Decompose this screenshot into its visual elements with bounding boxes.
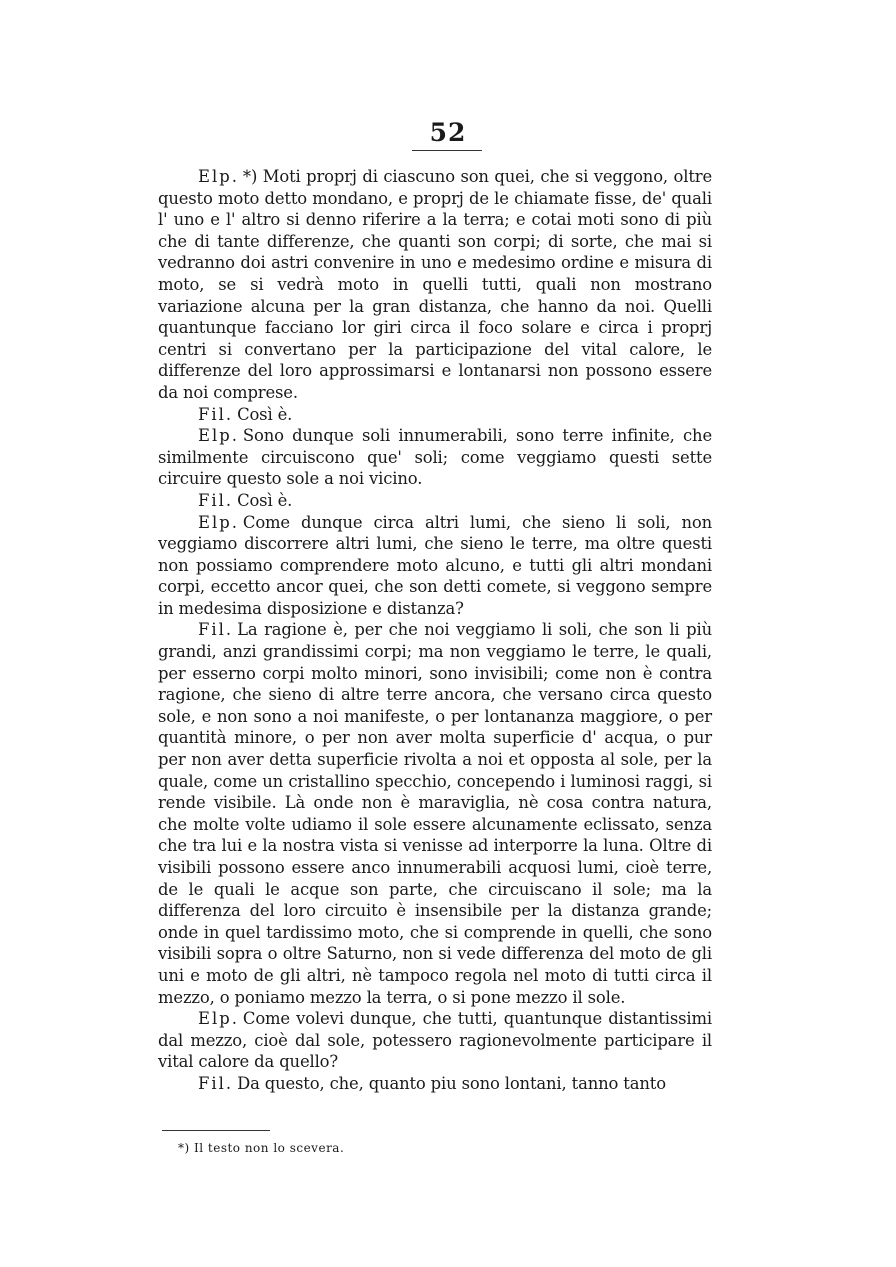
- paragraph-text: Sono dunque soli innumerabili, sono terre infinite, che similmente circuiscono que' soli; come veggiamo questi sette circuire questo sole a noi vicino.: [158, 426, 712, 489]
- speaker-label: Elp.: [198, 512, 239, 532]
- paragraph-text: Così è.: [237, 490, 293, 510]
- paragraph: [158, 1008, 712, 1073]
- paragraph: [158, 166, 712, 404]
- speaker-label: Fil.: [198, 620, 234, 640]
- speaker-label: Elp.: [198, 167, 239, 186]
- paragraph: [158, 512, 712, 620]
- footnote: *) Il testo non lo scevera.: [178, 1141, 345, 1155]
- paragraph: [158, 425, 712, 490]
- header-rule: [412, 150, 482, 151]
- speaker-label: Elp.: [198, 426, 239, 446]
- paragraph: [158, 1073, 712, 1095]
- speaker-label: Fil.: [198, 1073, 234, 1093]
- paragraph-text: Come volevi dunque, che tutti, quantunque distantissimi dal mezzo, cioè dal sole, potessero ragionevolmente participare il vital calore da quello?: [158, 1009, 712, 1072]
- paragraph-text: *) Moti proprj di ciascuno son quei, che si veggono, oltre questo moto detto mondano, e proprj de le chiamate fisse, de' quali l' uno e l' altro si denno riferire a la terra; e cotai moti sono di più che di tante differenze, che quanti son corpi; di sorte, che mai si vedranno doi astri convenire in uno e medesimo ordine e misura di moto, se si vedrà moto in quelli tutti, quali non mostrano variazione alcuna per la gran distanza, che hanno da noi. Quelli quantunque facciano lor giri circa il foco solare e circa i proprj centri si convertano per la participazione del vital calore, le differenze del loro approssimarsi e lontanarsi non possono essere da noi comprese.: [158, 167, 712, 402]
- paragraph-text: Da questo, che, quanto piu sono lontani, tanno tanto: [237, 1073, 666, 1093]
- footnote-rule: [162, 1130, 270, 1131]
- body-text: [158, 166, 712, 1095]
- speaker-label: Fil.: [198, 404, 234, 424]
- paragraph-text: Come dunque circa altri lumi, che sieno li soli, non veggiamo discorrere altri lumi, che sieno le terre, ma oltre questi non possiamo comprendere moto alcuno, e tutti gli altri mondani corpi, eccetto ancor quei, che son detti comete, si veggono sempre in medesima disposizione e distanza?: [158, 512, 712, 618]
- paragraph-text: La ragione è, per che noi veggiamo li soli, che son li più grandi, anzi grandissimi corpi; ma non veggiamo le terre, le quali, per esserno corpi molto minori, sono invisibili; come non è contra ragione, che sieno di altre terre ancora, che versano circa questo sole, e non sono a noi manifeste, o per lontananza maggiore, o per quantità minore, o per non aver molta superficie d' acqua, o pur per non aver detta superficie rivolta a noi et opposta al sole, per la quale, come un cristallino specchio, concependo i luminosi raggi, si rende visibile. Là onde non è maraviglia, nè cosa contra natura, che molte volte udiamo il sole essere alcunamente eclissato, senza che tra lui e la nostra vista si venisse ad interporre la luna. Oltre di visibili possono essere anco innumerabili acquosi lumi, cioè terre, de le quali le acque son parte, che circuiscano il sole; ma la differenza del loro circuito è insensibile per la distanza grande; onde in quel tardissimo moto, che si comprende in quelli, che sono visibili sopra o oltre Saturno, non si vede differenza del moto de gli uni e moto de gli altri, nè tampoco regola nel moto di tutti circa il mezzo, o poniamo mezzo la terra, o si pone mezzo il sole.: [158, 620, 712, 1007]
- paragraph: [158, 490, 712, 512]
- page-number: 52: [429, 118, 467, 147]
- speaker-label: Fil.: [198, 490, 234, 510]
- paragraph-text: Così è.: [237, 404, 293, 424]
- paragraph: [158, 404, 712, 426]
- paragraph: [158, 619, 712, 1008]
- speaker-label: Elp.: [198, 1009, 239, 1029]
